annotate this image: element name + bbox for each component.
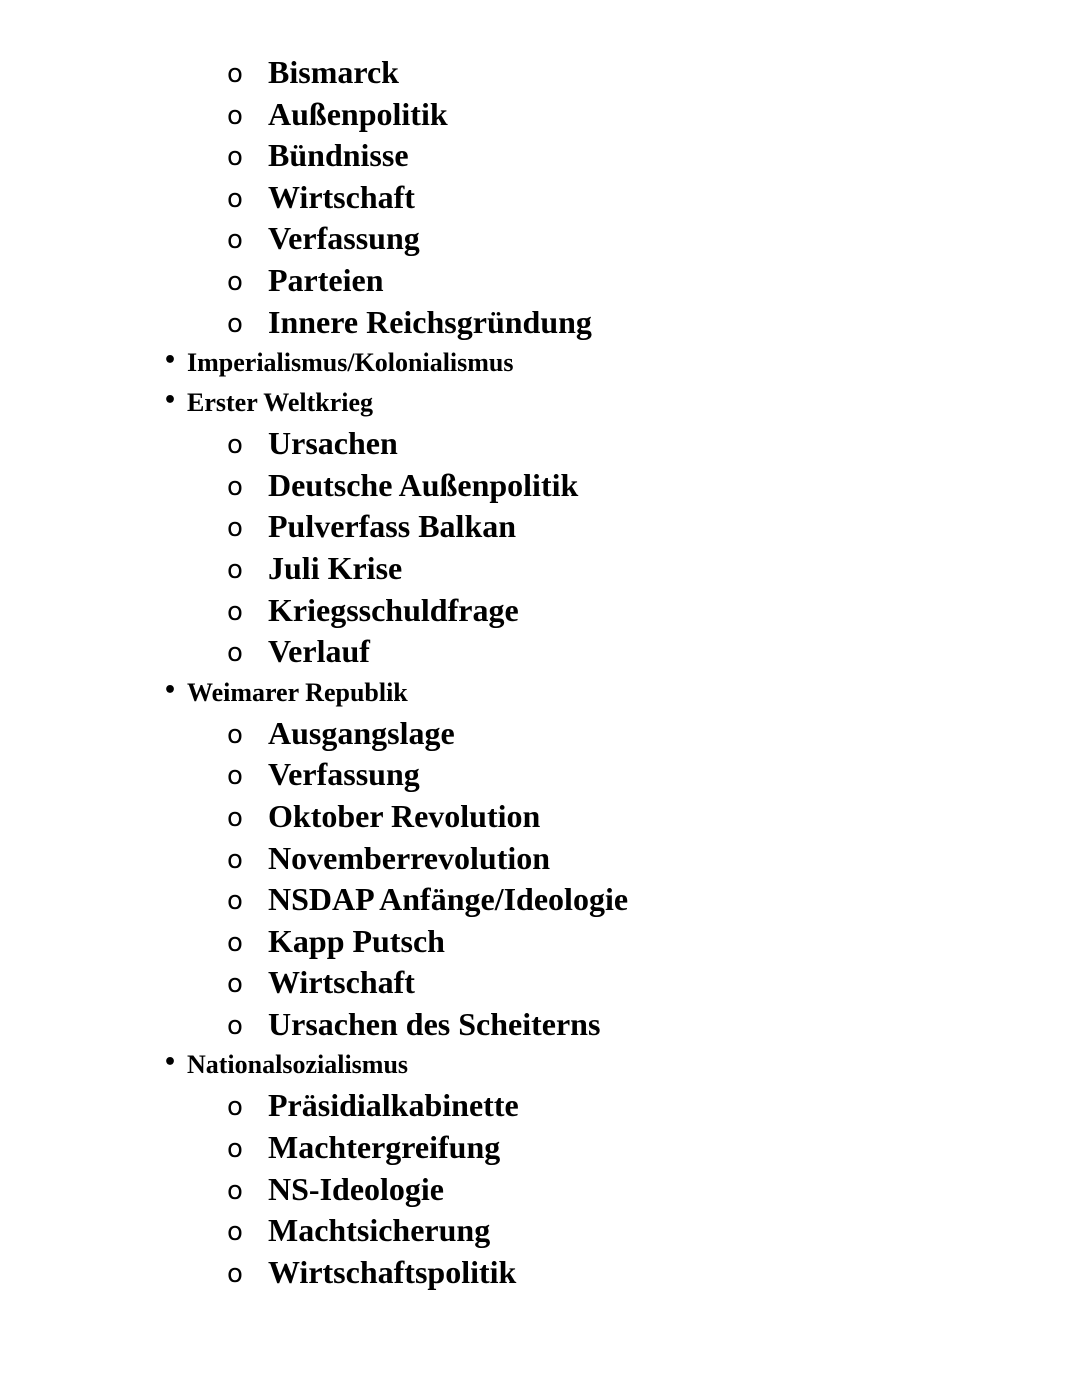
outline-item-level-2: [0, 218, 1080, 260]
outline-item-level-1: [0, 1045, 1080, 1085]
outline-item-level-2: [0, 302, 1080, 344]
circle-bullet-icon: o: [227, 225, 243, 256]
circle-bullet-icon: o: [227, 969, 243, 1000]
bullet-icon: •: [163, 677, 178, 703]
circle-bullet-icon: o: [227, 1010, 243, 1041]
outline-item-label: Ausgangslage: [268, 714, 455, 751]
circle-bullet-icon: o: [227, 308, 243, 339]
outline-item-level-2: [0, 1252, 1080, 1294]
outline-item-level-1: [0, 383, 1080, 423]
outline-item-label: Bündnisse: [268, 137, 409, 174]
circle-bullet-icon: o: [227, 719, 243, 750]
outline-item-level-2: [0, 52, 1080, 94]
circle-bullet-icon: o: [227, 1092, 243, 1123]
circle-bullet-icon: o: [227, 59, 243, 89]
outline-item-level-2: [0, 713, 1080, 755]
outline-item-level-2: [0, 506, 1080, 548]
outline-item-label: Pulverfass Balkan: [268, 508, 517, 545]
outline-item-label: NSDAP Anfänge/Ideologie: [268, 881, 629, 918]
outline-item-level-2: [0, 177, 1080, 219]
outline-item-label: Wirtschaft: [268, 178, 415, 215]
outline-item-level-2: [0, 465, 1080, 507]
outline-item-label: Machtsicherung: [268, 1212, 491, 1249]
circle-bullet-icon: o: [227, 554, 243, 585]
circle-bullet-icon: o: [227, 596, 243, 627]
outline-item-level-2: [0, 962, 1080, 1004]
outline-item-level-2: [0, 879, 1080, 921]
circle-bullet-icon: o: [227, 1175, 243, 1206]
outline-item-label: Imperialismus/Kolonialismus: [187, 348, 514, 378]
outline-item-level-2: [0, 921, 1080, 963]
outline-item-label: Innere Reichsgründung: [268, 303, 592, 340]
circle-bullet-icon: o: [227, 1258, 243, 1289]
circle-bullet-icon: o: [227, 886, 243, 917]
outline-item-label: NS-Ideologie: [268, 1170, 444, 1207]
outline-item-level-2: [0, 1085, 1080, 1127]
outline-item-level-2: [0, 260, 1080, 302]
circle-bullet-icon: o: [227, 802, 243, 833]
circle-bullet-icon: o: [227, 1217, 243, 1248]
outline-item-label: Erster Weltkrieg: [187, 388, 374, 418]
circle-bullet-icon: o: [227, 266, 243, 297]
outline-item-label: Wirtschaftspolitik: [268, 1253, 517, 1290]
outline-item-level-2: [0, 754, 1080, 796]
outline-item-level-2: [0, 1169, 1080, 1211]
circle-bullet-icon: o: [227, 471, 243, 502]
outline-item-label: Weimarer Republik: [187, 677, 408, 707]
outline-item-label: Verlauf: [268, 633, 370, 670]
circle-bullet-icon: o: [227, 761, 243, 792]
circle-bullet-icon: o: [227, 142, 243, 173]
outline-item-label: Kapp Putsch: [268, 922, 445, 959]
circle-bullet-icon: o: [227, 100, 243, 131]
outline-item-label: Kriegsschuldfrage: [268, 591, 519, 628]
outline-item-label: Präsidialkabinette: [268, 1087, 519, 1124]
outline-item-label: Oktober Revolution: [268, 797, 541, 834]
circle-bullet-icon: o: [227, 513, 243, 544]
outline-item-level-2: [0, 423, 1080, 465]
outline-item-level-1: [0, 673, 1080, 713]
outline-item-label: Novemberrevolution: [268, 839, 551, 876]
circle-bullet-icon: o: [227, 844, 243, 875]
outline-item-level-2: [0, 548, 1080, 590]
outline-item-label: Parteien: [268, 261, 384, 298]
outline-item-label: Verfassung: [268, 756, 420, 793]
outline-item-level-1: [0, 343, 1080, 383]
outline-item-label: Nationalsozialismus: [187, 1050, 409, 1080]
outline-item-level-2: [0, 590, 1080, 632]
outline-item-level-2: [0, 94, 1080, 136]
circle-bullet-icon: o: [227, 183, 243, 214]
outline-item-label: Deutsche Außenpolitik: [268, 466, 579, 503]
circle-bullet-icon: o: [227, 638, 243, 669]
circle-bullet-icon: o: [227, 430, 243, 461]
outline-item-level-2: [0, 838, 1080, 880]
outline-item-label: Außenpolitik: [268, 95, 448, 132]
bullet-icon: •: [163, 1050, 178, 1076]
outline-item-level-2: [0, 631, 1080, 673]
bullet-icon: •: [163, 348, 178, 374]
outline-item-label: Ursachen des Scheiterns: [268, 1005, 601, 1042]
outline-item-level-2: [0, 796, 1080, 838]
outline-item-label: Ursachen: [268, 425, 398, 462]
circle-bullet-icon: o: [227, 927, 243, 958]
outline-item-level-2: [0, 1127, 1080, 1169]
outline-item-label: Juli Krise: [268, 549, 403, 586]
outline-item-label: Machtergreifung: [268, 1129, 501, 1166]
outline-item-label: Wirtschaft: [268, 964, 415, 1001]
document-outline: [0, 52, 1080, 1293]
outline-item-level-2: [0, 1004, 1080, 1046]
outline-item-label: Bismarck: [268, 54, 399, 90]
bullet-icon: •: [163, 388, 178, 414]
outline-item-level-2: [0, 135, 1080, 177]
outline-item-level-2: [0, 1210, 1080, 1252]
outline-item-label: Verfassung: [268, 220, 420, 257]
circle-bullet-icon: o: [227, 1134, 243, 1165]
